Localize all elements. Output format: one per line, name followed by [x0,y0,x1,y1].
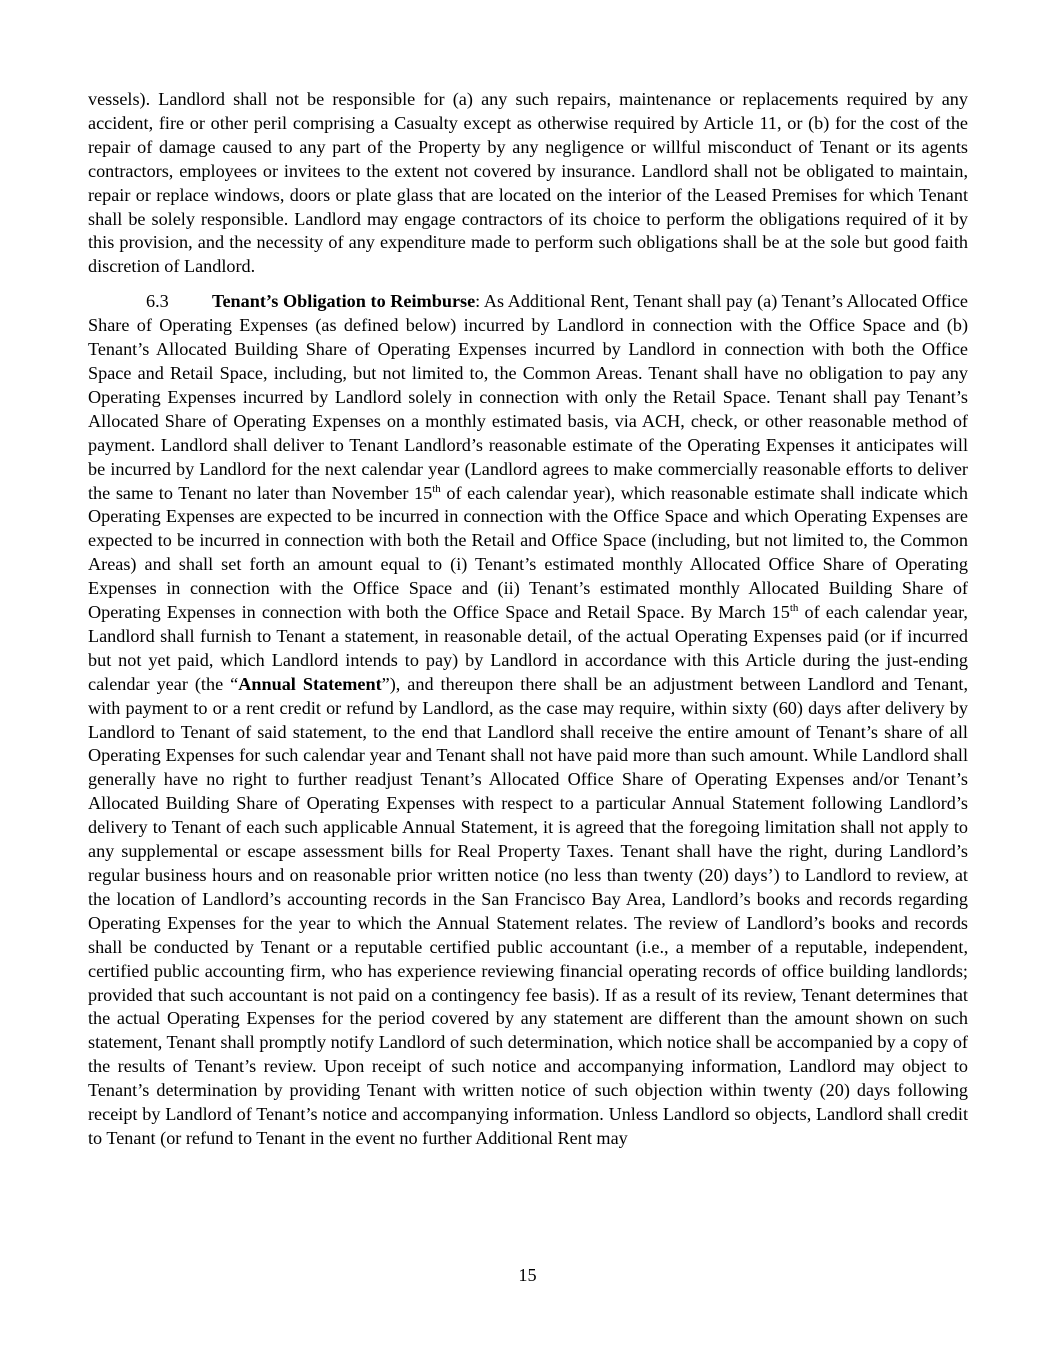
page-number: 15 [518,1265,537,1285]
paragraph-continuation: vessels). Landlord shall not be responsible for (a) any such repairs, maintenance or replacements required by any accident, fire or other peril comprising a Casualty except as otherwise required by Article 11, or (b) for the cost of the repair of damage caused to any part of the Property by any negligence or willful misconduct of Tenant or its agents contractors, employees or invitees to the extent not covered by insurance. Landlord shall not be obligated to maintain, repair or replace windows, doors or plate glass that are located on the interior of the Leased Premises for which Tenant shall be solely responsible. Landlord may engage contractors of its choice to perform the obligations required of it by this provision, and the necessity of any expenditure made to perform such obligations shall be at the sole but good faith discretion of Landlord. [88,89,968,277]
ordinal-suffix-march: th [789,601,799,614]
section-text-part-c: of each calendar year, Landlord shall furnish to Tenant a statement, in reasonable detail, of the actual Operating Expenses paid (or if incurred but not yet paid, which Landlord intends to pay) by Landlord in accordance with this Article during the just-ending calendar year (the “ [88,602,968,694]
defined-term-annual-statement: Annual Statement [238,673,382,694]
section-text-part-d: ”), and thereupon there shall be an adjustment between Landlord and Tenant, with payment to or a rent credit or refund by Landlord, as the case may require, within sixty (60) days after delivery by Landlord to Tenant of said statement, to the end that Landlord shall receive the entire amount of Tenant’s share of all Operating Expenses for such calendar year and Tenant shall not have paid more than such amount. While Landlord shall generally have no right to further readjust Tenant’s Allocated Office Share of Operating Expenses and/or Tenant’s Allocated Building Share of Operating Expenses with respect to a particular Annual Statement following Landlord’s delivery to Tenant of each such applicable Annual Statement, it is agreed that the foregoing limitation shall not apply to any supplemental or escape assessment bills for Real Property Taxes. Tenant shall have the right, during Landlord’s regular business hours and on reasonable prior written notice (no less than twenty (20) days’) to Landlord to review, at the location of Landlord’s accounting records in the San Francisco Bay Area, Landlord’s books and records regarding Operating Expenses for the year to which the Annual Statement relates. The review of Landlord’s books and records shall be conducted by Tenant or a reputable certified public accountant (i.e., a member of a reputable, independent, certified public accounting firm, who has experience reviewing financial operating records of office building landlords; provided that such accountant is not paid on a contingency fee basis). If as a result of its review, Tenant determines that the actual Operating Expenses for the period covered by any statement are different than the amount shown on such statement, Tenant shall promptly notify Landlord of such determination, which notice shall be accompanied by a copy of the results of Tenant’s review. Upon receipt of such notice and accompanying information, Landlord may object to Tenant’s determination by providing Tenant with written notice of such objection within twenty (20) days following receipt by Landlord of Tenant’s notice and accompanying information. Unless Landlord so objects, Landlord shall credit to Tenant (or refund to Tenant in the event no further Additional Rent may [88,673,969,1148]
section-6-3-paragraph [88,290,968,1151]
ordinal-suffix-november: th [432,482,441,495]
section-heading: Tenant’s Obligation to Reimburse [212,291,476,312]
section-text-part-a: : As Additional Rent, Tenant shall pay (a) Tenant’s Allocated Office Share of Operating Expenses (as defined below) incurred by Landlord in connection with the Office Space and (b) Tenant’s Allocated Building Share of Operating Expenses incurred by Landlord in connection with both the Office Space and Retail Space, including, but not limited to, the Common Areas. Tenant shall have no obligation to pay any Operating Expenses incurred by Landlord solely in connection with only the Retail Space. Tenant shall pay Tenant’s Allocated Share of Operating Expenses on a monthly estimated basis, via ACH, check, or other reasonable method of payment. Landlord shall deliver to Tenant Landlord’s reasonable estimate of the Operating Expenses it anticipates will be incurred by Landlord for the next calendar year (Landlord agrees to make commercially reasonable efforts to deliver the same to Tenant no later than November 15 [88,291,968,503]
section-text-part-b: of each calendar year), which reasonable estimate shall indicate which Operating Expenses are expected to be incurred in connection with the Office Space and which Operating Expenses are expected to be incurred in connection with both the Retail and Office Space (including, but not limited to, the Common Areas) and shall set forth an amount equal to (i) Tenant’s estimated monthly Allocated Office Share of Operating Expenses in connection with the Office Space and (ii) Tenant’s estimated monthly Allocated Building Share of Operating Expenses in connection with both the Office Space and Retail Space. By March 15 [88,482,968,623]
section-number: 6.3 [146,291,169,312]
document-page [88,88,968,1151]
